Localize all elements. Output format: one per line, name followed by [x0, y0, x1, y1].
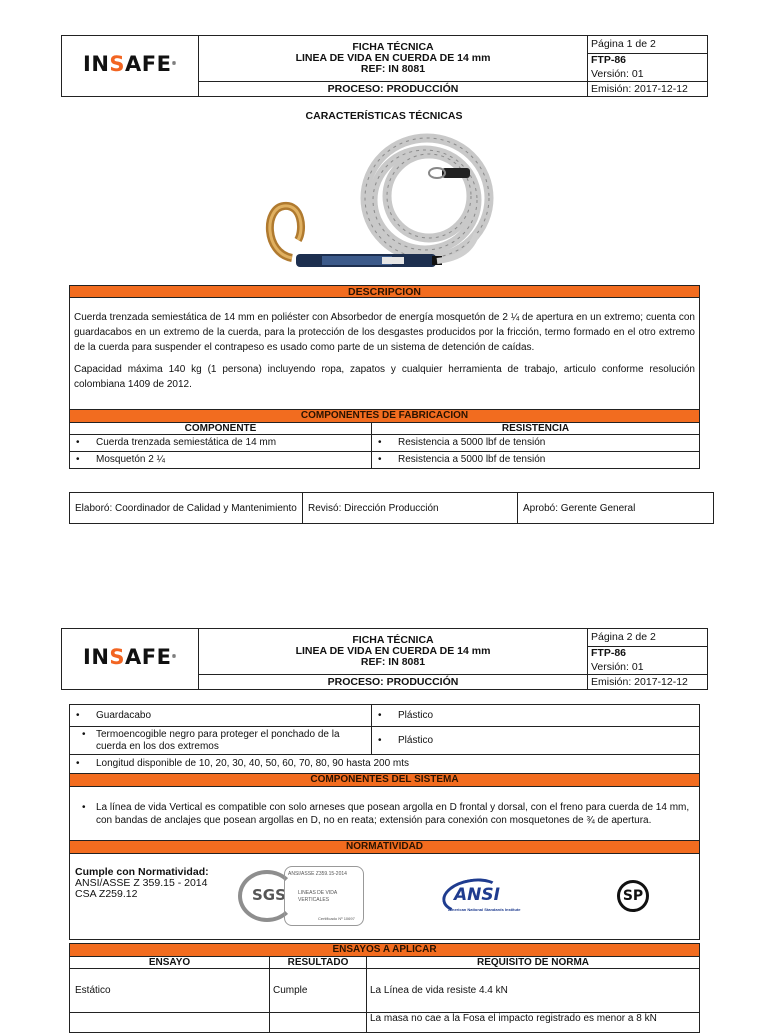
page2-header	[61, 628, 708, 690]
normatividad-title: NORMATIVIDAD	[70, 841, 700, 854]
table-row: • Resistencia a 5000 lbf de tensión	[372, 454, 545, 465]
norma-ansi: ANSI/ASSE Z 359.15 - 2014	[75, 877, 208, 889]
ansi-logo-icon: ANSI American National Standards Institute	[440, 874, 560, 922]
header-title: FICHA TÉCNICA	[352, 634, 434, 647]
componentes-table	[69, 409, 700, 469]
sistema-title: COMPONENTES DEL SISTEMA	[70, 774, 700, 787]
componentes-table-cont	[69, 704, 700, 940]
page-number: Página 1 de 2	[588, 36, 708, 54]
table-row: La Línea de vida resiste 4.4 kN	[367, 969, 700, 1013]
doc-version: Versión: 01	[588, 68, 708, 82]
aprobo: Aprobó: Gerente General	[518, 493, 714, 524]
signatures-table	[69, 492, 714, 524]
header-title: FICHA TÉCNICA	[352, 41, 434, 54]
cumple-title: Cumple con Normatividad:	[75, 866, 209, 878]
brand-logo: INSAFE®	[62, 36, 199, 97]
ensayos-title: ENSAYOS A APLICAR	[70, 944, 700, 957]
table-row: • Resistencia a 5000 lbf de tensión	[372, 437, 545, 448]
descripcion-text-2: Capacidad máxima 140 kg (1 persona) incluyendo ropa, zapatos y cualquier herramienta de trabajo, articulo conforme resolución colombiana 1409 de 2012.	[74, 364, 695, 390]
header-product: LINEA DE VIDA EN CUERDA DE 14 mm	[295, 52, 491, 65]
header-proceso: PROCESO: PRODUCCIÓN	[199, 675, 588, 690]
doc-emision: Emisión: 2017-12-12	[588, 675, 708, 690]
doc-code: FTP-86	[588, 54, 708, 68]
doc-code: FTP-86	[588, 647, 708, 661]
header-ref: REF: IN 8081	[360, 63, 426, 76]
normatividad-cell	[70, 854, 700, 940]
header-ref: REF: IN 8081	[360, 656, 426, 669]
table-row: • Plástico	[372, 735, 433, 746]
col-componente: COMPONENTE	[70, 423, 372, 435]
componentes-title: COMPONENTES DE FABRICACION	[70, 410, 700, 423]
table-row: • Guardacabo	[70, 710, 151, 721]
header-proceso: PROCESO: PRODUCCIÓN	[199, 82, 588, 97]
header-product: LINEA DE VIDA EN CUERDA DE 14 mm	[295, 645, 491, 658]
descripcion-title: DESCRIPCION	[70, 286, 699, 298]
reviso: Revisó: Dirección Producción	[303, 493, 518, 524]
table-row: • Mosquetón 2 ¼	[70, 454, 165, 465]
table-row: Cumple	[270, 969, 367, 1013]
table-row: La masa no cae a la Fosa el impacto registrado es menor a 8 kN	[367, 1013, 700, 1033]
sgs-certificate-icon: SGS ANSI/ASSE Z359.15-2014 LINEAS DE VIDA VERTICALES Certificado Nº 10697	[238, 862, 366, 930]
section-title: CARACTERÍSTICAS TÉCNICAS	[305, 110, 463, 122]
table-row: • Cuerda trenzada semiestática de 14 mm	[70, 437, 276, 448]
col-resultado: RESULTADO	[270, 957, 367, 969]
table-row: • Plástico	[372, 710, 433, 721]
norma-csa: CSA Z259.12	[75, 888, 138, 900]
csa-logo-icon: SP	[617, 880, 649, 912]
page1-header	[61, 35, 708, 97]
longitud-row: • Longitud disponible de 10, 20, 30, 40, 50, 60, 70, 80, 90 hasta 200 mts	[70, 758, 409, 769]
brand-logo: INSAFE®	[62, 629, 199, 690]
page-number: Página 2 de 2	[588, 629, 708, 647]
elaboro: Elaboró: Coordinador de Calidad y Mantenimiento	[70, 493, 303, 524]
sistema-row: • La línea de vida Vertical es compatible con solo arneses que posean argolla en D frontal y dorsal, con el freno para cuerda de 14 mm, con bandas de anclajes que posean argollas en D, no en reata; extensión para conexión con mosquetones de ¾ de apertura.	[70, 787, 700, 841]
doc-version: Versión: 01	[588, 661, 708, 675]
descripcion-section	[69, 285, 700, 410]
product-image	[262, 128, 512, 278]
col-ensayo: ENSAYO	[70, 957, 270, 969]
table-row: Estático	[70, 969, 270, 1013]
table-row: • Termoencogible negro para proteger el ponchado de la cuerda en los dos extremos	[70, 727, 372, 755]
doc-emision: Emisión: 2017-12-12	[588, 82, 708, 97]
col-requisito: REQUISITO DE NORMA	[367, 957, 700, 969]
descripcion-text-1: Cuerda trenzada semiestática de 14 mm en poliéster con Absorbedor de energía mosquetón de 2 ¼ de apertura en un extremo; cuenta con guardacabos en un extremo de la cuerda, para la protección de los desgastes producidos por la fricción, termo formado en el otro extremo de la cuerda para suspender el contrapeso es usado como parte de un sistema de detención de caídas.	[74, 312, 695, 353]
col-resistencia: RESISTENCIA	[372, 423, 700, 435]
ensayos-table	[69, 943, 700, 1033]
